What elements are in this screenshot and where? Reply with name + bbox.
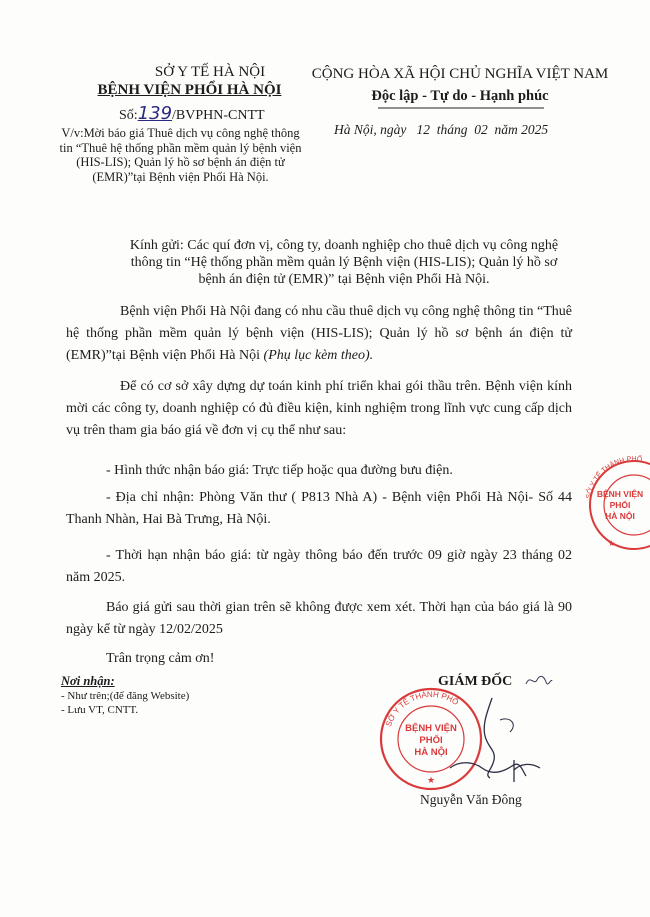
national-title: CỘNG HÒA XÃ HỘI CHỦ NGHĨA VIỆT NAM xyxy=(311,66,609,82)
paragraph-deadline: - Thời hạn nhận báo giá: từ ngày thông báo đến trước 09 giờ ngày 23 tháng 02 năm 2025. xyxy=(66,548,572,585)
paragraph-thanks: Trân trọng cảm ơn! xyxy=(106,651,215,666)
stamp-line3: HÀ NỘI xyxy=(414,747,448,758)
date-place: Hà Nội, ngày xyxy=(334,122,407,137)
stamp-line2: PHỔI xyxy=(419,735,443,746)
stamp-star-icon: ★ xyxy=(427,775,436,785)
paragraph-intro-text: Bệnh viện Phổi Hà Nội đang có nhu cầu thuê dịch vụ công nghệ thông tin “Thuê hệ thống phần mềm quản lý bệnh viện (HIS-LIS); Quản lý hồ sơ bệnh án điện tử (EMR)”tại Bệnh viện Phổi Hà Nội xyxy=(66,304,572,363)
stamp-arc-text: SỞ Y TẾ THÀNH PHỐ xyxy=(585,455,643,500)
signer-name: Nguyễn Văn Đông xyxy=(420,792,522,807)
stamp-line1: BỆNH VIỆN xyxy=(596,489,644,499)
stamp-line1: BỆNH VIỆN xyxy=(405,723,457,734)
stamp-star-icon: ★ xyxy=(608,539,616,548)
stamp-line2: PHỔI xyxy=(609,500,631,510)
paragraph-invitation: Để có cơ sở xây dựng dự toán kinh phí triển khai gói thầu trên. Bệnh viện kính mời các công ty, doanh nghiệp có đủ điều kiện, kinh nghiệm trong lĩnh vực cung cấp dịch vụ trên tham gia báo giá về đơn vị cụ thể như sau: xyxy=(66,379,572,438)
date-year: năm 2025 xyxy=(494,122,549,137)
docno-handwritten-number: 139 xyxy=(137,103,173,124)
national-motto: Độc lập - Tự do - Hạnh phúc xyxy=(371,88,549,104)
motto-underline xyxy=(378,106,544,110)
recipients-title: Nơi nhận: xyxy=(61,674,115,688)
document-subject: V/v:Mời báo giá Thuê dịch vụ công nghệ thông tin “Thuê hệ thống phần mềm quản lý bệnh viện (HIS-LIS); Quản lý hồ sơ bệnh án điện tử (EMR)”tại Bệnh viện Phổi Hà Nội. xyxy=(59,126,302,184)
date-month: 02 xyxy=(474,122,488,137)
document-number xyxy=(119,103,265,124)
paragraph-intro-appendix: (Phụ lục kèm theo). xyxy=(263,348,374,363)
docno-suffix: /BVPHN-CNTT xyxy=(172,108,265,123)
initial-mark xyxy=(524,672,554,690)
paragraph-address: - Địa chỉ nhận: Phòng Văn thư ( P813 Nhà A) - Bệnh viện Phổi Hà Nội- Số 44 Thanh Nhàn, Hai Bà Trưng, Hà Nội. xyxy=(66,490,572,527)
signer-title: GIÁM ĐỐC xyxy=(438,674,513,689)
addressee-block: Kính gửi: Các quí đơn vị, công ty, doanh nghiệp cho thuê dịch vụ công nghệ thông tin “Hệ thống phần mềm quản lý Bệnh viện (HIS-LIS); Quản lý hồ sơ bệnh án điện tử (EMR)” tại Bệnh viện Phổi Hà Nội. xyxy=(129,238,559,287)
recipient-item: - Như trên;(để đăng Website) xyxy=(61,690,190,702)
stamp-line3: HÀ NỘI xyxy=(605,511,635,521)
department-name: SỞ Y TẾ HÀ NỘI xyxy=(154,64,266,80)
date-day: 12 xyxy=(416,122,430,137)
date-month-label: tháng xyxy=(436,122,468,137)
paragraph-receive-method: - Hình thức nhận báo giá: Trực tiếp hoặc qua đường bưu điện. xyxy=(106,463,453,478)
date-line xyxy=(334,122,548,138)
handwritten-signature xyxy=(430,690,550,790)
stamp-arc-text: SỞ Y TẾ THÀNH PHỐ xyxy=(384,689,461,728)
docno-prefix: Số: xyxy=(119,108,138,123)
paragraph-intro xyxy=(66,301,572,367)
organization-name: BỆNH VIỆN PHỔI HÀ NỘI xyxy=(97,82,282,98)
paragraph-validity: Báo giá gửi sau thời gian trên sẽ không được xem xét. Thời hạn của báo giá là 90 ngày kể từ ngày 12/02/2025 xyxy=(66,600,572,637)
side-stamp xyxy=(578,450,650,560)
recipient-item: - Lưu VT, CNTT. xyxy=(61,704,139,716)
